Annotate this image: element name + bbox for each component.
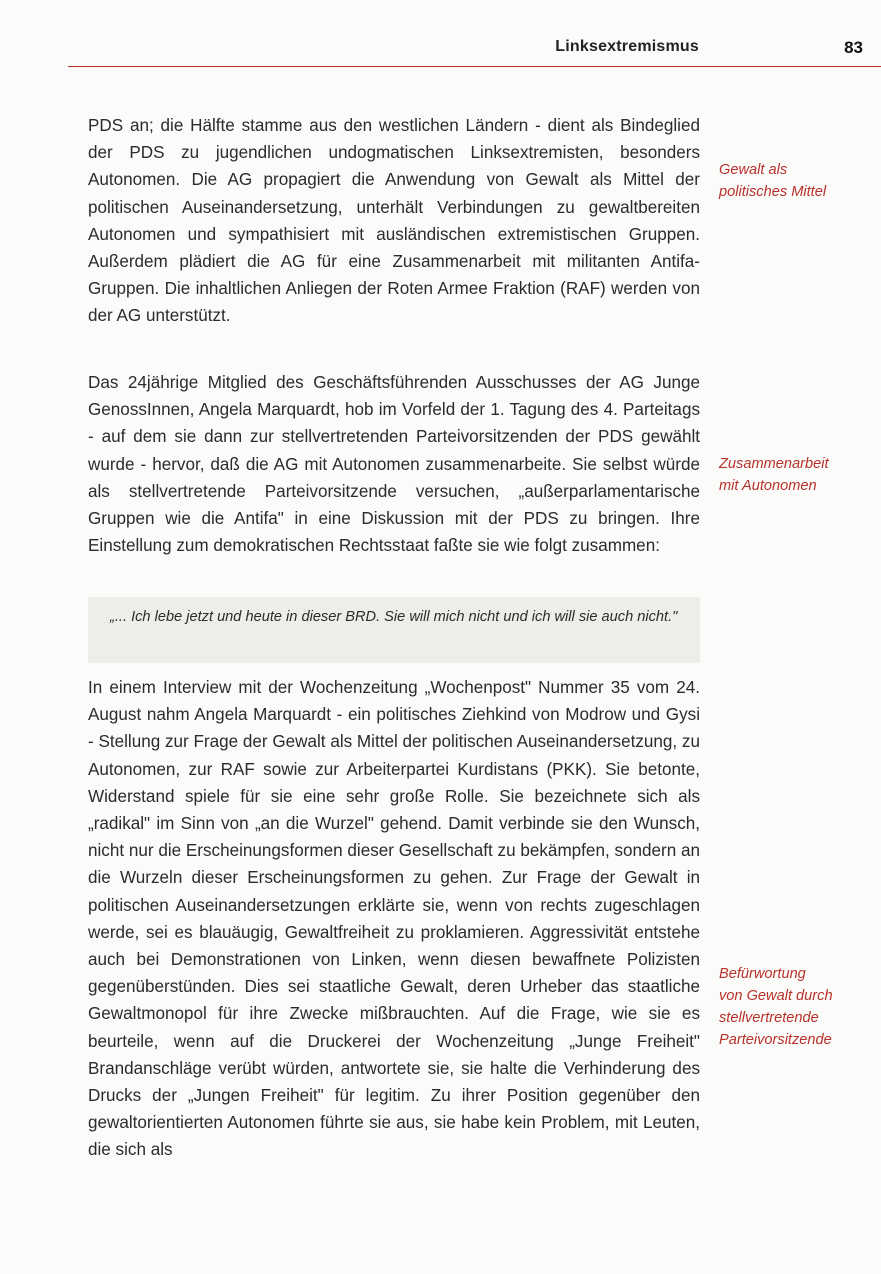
page-number: 83 — [844, 38, 863, 57]
margin-note-line: mit Autonomen — [719, 478, 817, 494]
margin-note-line: Zusammenarbeit — [719, 456, 829, 472]
margin-note-line: Befürwortung — [719, 966, 806, 982]
body-paragraph-2 — [88, 369, 700, 559]
body-paragraph-1 — [88, 112, 700, 330]
margin-note-befuerwortung — [719, 963, 879, 1051]
margin-note-line: von Gewalt durch — [719, 988, 833, 1004]
quote-box — [88, 597, 700, 663]
paragraph-text: In einem Interview mit der Wochenzeitung „Wochenpost" Nummer 35 vom 24. August nahm Angela Marquardt - ein politisches Ziehkind von Modrow und Gysi - Stellung zur Frage der Gewalt als Mittel der politischen Auseinandersetzung, zu Autonomen, zur RAF sowie zur Arbeiterpartei Kurdistans (PKK). Sie betonte, Widerstand spiele für sie eine sehr große Rolle. Sie bezeichnete sich als „radikal" im Sinn von „an die Wurzel" gehend. Damit verbinde sie den Wunsch, nicht nur die Erscheinungsformen dieser Gesellschaft zu bekämpfen, sondern an die Wurzeln dieser Erscheinungsformen zu gehen. Zur Frage der Gewalt in politischen Auseinandersetzungen erklärte sie, wenn von rechts zugeschlagen werde, sei es blauäugig, Gewaltfreiheit zu proklamieren. Aggressivität entstehe auch bei Demonstrationen von Linken, wenn diesen bewaffnete Polizisten gegenüberstünden. Dies sei staatliche Gewalt, deren Urheber das staatliche Gewaltmonopol für ihre Zwecke mißbrauchten. Auf die Frage, wie sie es beurteile, wenn auf die Druckerei der Wochenzeitung „Junge Freiheit" Brandanschläge verübt würden, antwortete sie, sie halte die Verhinderung des Drucks der „Jungen Freiheit" für legitim. Zu ihrer Position gegenüber den gewaltorientierten Autonomen führte sie aus, sie habe kein Problem, mit Leuten, die sich als — [88, 678, 700, 1160]
margin-note-gewalt — [719, 159, 879, 203]
margin-note-line: politisches Mittel — [719, 184, 827, 200]
body-paragraph-3 — [88, 674, 700, 1164]
quote-text: „... Ich lebe jetzt und heute in dieser BRD. Sie will mich nicht und ich will sie auch nicht." — [110, 609, 678, 625]
header-rule — [68, 66, 881, 67]
margin-note-line: Parteivorsitzende — [719, 1032, 832, 1048]
margin-note-line: Gewalt als — [719, 162, 788, 178]
margin-note-zusammenarbeit — [719, 453, 879, 497]
paragraph-text: Das 24jährige Mitglied des Geschäftsführenden Ausschusses der AG Junge GenossInnen, Angela Marquardt, hob im Vorfeld der 1. Tagung des 4. Parteitags - auf dem sie dann zur stellvertretenden Parteivorsitzenden der PDS gewählt wurde - hervor, daß die AG mit Autonomen zusammenarbeite. Sie selbst würde als stellvertretende Parteivorsitzende versuchen, „außerparlamentarische Gruppen wie die Antifa" in eine Diskussion mit der PDS zu bringen. Ihre Einstellung zum demokratischen Rechtsstaat faßte sie wie folgt zusammen: — [88, 373, 700, 556]
paragraph-text: PDS an; die Hälfte stamme aus den westlichen Ländern - dient als Bindeglied der PDS zu jugendlichen undogmatischen Linksextremisten, besonders Autonomen. Die AG propagiert die Anwendung von Gewalt als Mittel der politischen Auseinandersetzung, unterhält Verbindungen zu gewaltbereiten Autonomen und sympathisiert mit ausländischen extremistischen Gruppen. Außerdem plädiert die AG für eine Zusammenarbeit mit militanten Antifa-Gruppen. Die inhaltlichen Anliegen der Roten Armee Fraktion (RAF) werden von der AG unterstützt. — [88, 116, 700, 326]
margin-note-line: stellvertretende — [719, 1010, 819, 1026]
running-title: Linksextremismus — [555, 38, 699, 55]
page-header — [68, 34, 881, 72]
